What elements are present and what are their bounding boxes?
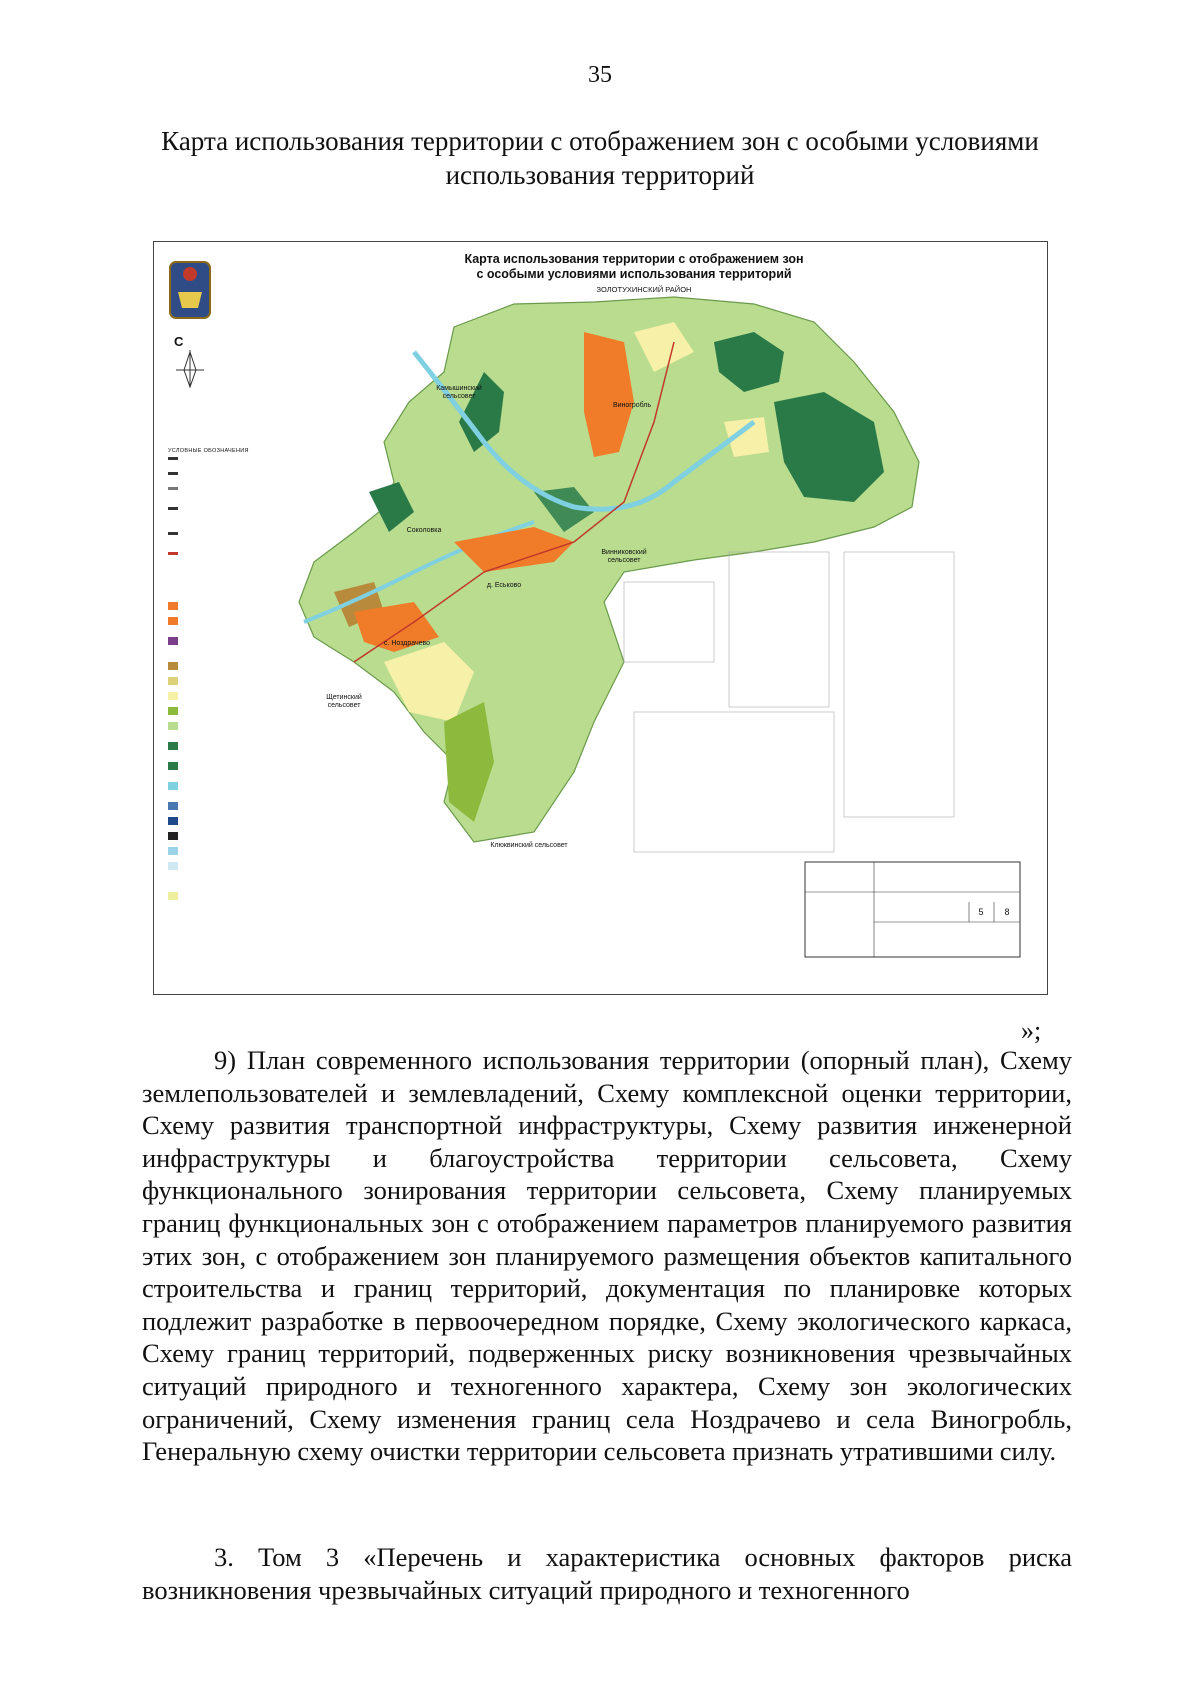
page-title: Карта использования территории с отображением зон с особыми условиями использования территорий — [161, 126, 1039, 190]
paragraph-3: 3. Том 3 «Перечень и характеристика основных факторов риска возникновения чрезвычайных ситуаций природного и техногенного — [142, 1542, 1072, 1605]
map-drawing — [154, 242, 1047, 994]
label-vinogrobl: Виногробль — [612, 402, 652, 409]
paragraph-9: 9) План современного использования территории (опорный план), Схему землепользователей и землевладений, Схему комплексной оценки территории, Схему развития транспортной инфраструктуры, Схему развития инженерной инфраструктуры и благоустройства территории сельсовета, Схему функционального зонирования территории сельсовета, Схему планируемых границ функциональных зон с отображением параметров планируемого развития этих зон, с отображением зон планируемого размещения объектов капитального строительства и границ территорий, документация по планировке которых подлежит разработке в первоочередном порядке, Схему экологического каркаса, Схему границ территорий, подверженных риску возникновения чрезвычайных ситуаций природного и техногенного характера, Схему зон экологических ограничений, Схему изменения границ села Ноздрачево и села Виногробль, Генеральную схему очистки территории сельсовета признать утратившими силу. — [142, 1045, 1072, 1467]
label-kamyshinsky: Камышинский сельсовет — [436, 385, 482, 400]
coat-of-arms — [170, 262, 210, 318]
map-title-line-2: с особыми условиями использования территорий — [476, 267, 792, 281]
right-legend-block — [624, 552, 954, 852]
label-sokolovka: Соколовка — [406, 527, 442, 534]
label-nozdrachevo: с. Ноздрачево — [383, 640, 431, 647]
label-vinnikovsky: Винниковский сельсовет — [601, 549, 647, 564]
legend-heading: УСЛОВНЫЕ ОБОЗНАЧЕНИЯ — [168, 448, 249, 454]
map-figure — [153, 241, 1048, 995]
stamp-sheet: 5 — [978, 907, 984, 917]
page-number: 35 — [588, 62, 612, 88]
compass-letter: С — [174, 334, 184, 349]
label-eslyn: д. Еськово — [486, 582, 522, 589]
closing-quote: »; — [1021, 1016, 1042, 1045]
compass-rose — [176, 350, 204, 387]
map-title — [364, 252, 904, 282]
label-klyukvinsky: Клюквинский сельсовет — [490, 842, 568, 849]
map-title-line-1: Карта использования территории с отображением зон — [464, 252, 804, 266]
label-north-district: ЗОЛОТУХИНСКИЙ РАЙОН — [596, 285, 692, 294]
stamp-sheets: 8 — [1004, 907, 1010, 917]
label-shchetinsky: Щетинский сельсовет — [326, 694, 362, 709]
legend-swatches — [168, 457, 178, 900]
